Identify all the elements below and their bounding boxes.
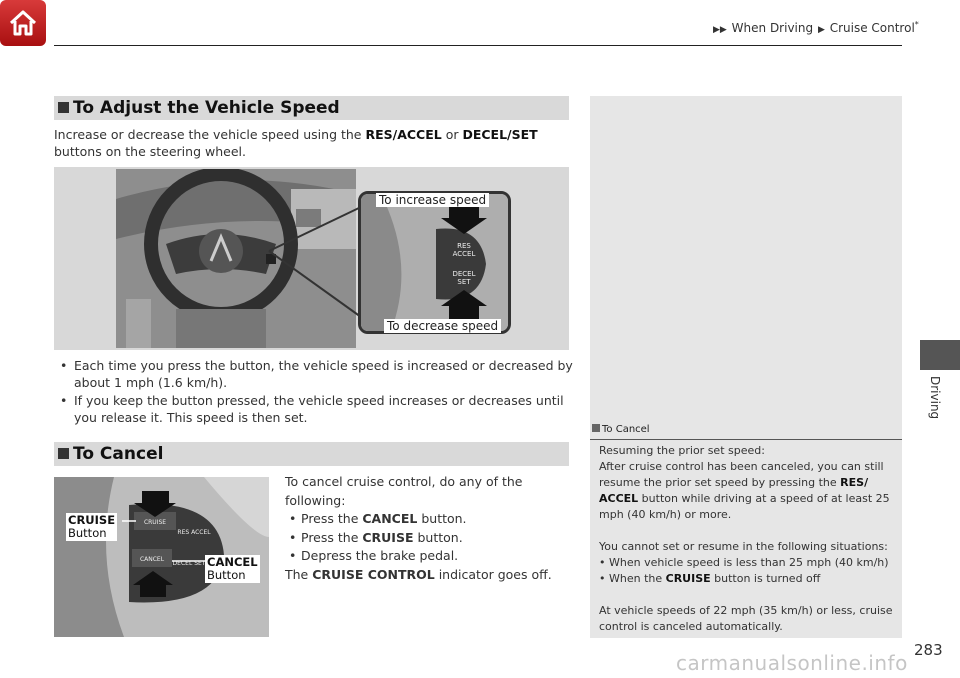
watermark: carmanualsonline.info: [676, 651, 908, 675]
breadcrumb-current: Cruise Control: [829, 21, 915, 35]
intro-text: or: [441, 127, 463, 142]
note-bullet: • When the CRUISE button is turned off: [599, 572, 821, 585]
decel-set-button-text: DECEL SET: [172, 560, 206, 567]
list-item: [285, 510, 565, 529]
list-item: [285, 529, 565, 548]
list-item-text: button.: [417, 511, 467, 526]
button-closeup-inset: [358, 191, 511, 334]
cruise-label-bold: CRUISE: [68, 513, 116, 527]
page-number: 283: [914, 641, 943, 659]
speed-bullet-list: [58, 357, 573, 427]
intro-paragraph: [54, 126, 574, 160]
cruise-control-bold: CRUISE CONTROL: [312, 566, 435, 582]
decel-set-label: DECEL/SET: [462, 127, 538, 142]
cruise-button-text: CRUISE: [143, 519, 167, 526]
breadcrumb-arrow-icon: ▶▶: [713, 25, 727, 35]
note-line: You cannot set or resume in the following situations:: [599, 540, 888, 553]
note-paragraph: [599, 459, 897, 523]
note-bullet-text: button is turned off: [710, 572, 821, 585]
callout-decrease-speed: To decrease speed: [384, 319, 501, 333]
cancel-bold: CANCEL: [362, 511, 418, 526]
section-title: To Adjust the Vehicle Speed: [73, 98, 340, 118]
list-item-text: button.: [413, 529, 463, 545]
res-accel-label: RES/ACCEL: [365, 127, 442, 142]
intro-text: buttons on the steering wheel.: [54, 144, 246, 159]
accel-button-text: ACCEL: [452, 250, 476, 258]
note-text: button while driving at a speed of at least 25 mph (40 km/h) or more.: [599, 492, 890, 521]
cancel-closing: [285, 566, 565, 585]
button-closeup-illustration: [361, 194, 508, 331]
square-bullet-icon: [58, 448, 69, 459]
home-button[interactable]: [0, 0, 46, 46]
list-item-text: Press the: [301, 529, 363, 545]
cancel-label-sub: Button: [207, 568, 246, 582]
cruise-label-sub: Button: [68, 526, 107, 540]
note-body: [599, 443, 897, 635]
breadcrumb: [712, 20, 919, 35]
note-line: Resuming the prior set speed:: [599, 444, 765, 457]
res-button-text: RES: [457, 242, 471, 250]
section-heading-to-cancel: [54, 442, 569, 466]
res-accel-bold: RES/ ACCEL: [599, 476, 869, 505]
cancel-button-figure: [54, 477, 269, 637]
cancel-label-bold: CANCEL: [207, 555, 258, 569]
closing-text: The: [285, 566, 313, 582]
set-button-text: SET: [457, 278, 471, 286]
note-heading-text: To Cancel: [602, 424, 650, 435]
res-accel-button-text: RES ACCEL: [177, 529, 211, 536]
note-bullet-text: When the: [609, 572, 666, 585]
spacer: [599, 587, 897, 603]
cruise-bold: CRUISE: [665, 572, 711, 585]
breadcrumb-mark: *: [914, 20, 919, 29]
cancel-lead: To cancel cruise control, do any of the following:: [285, 474, 523, 508]
list-item: • Each time you press the button, the vehicle speed is increased or decreased by about 1 mph (1.6 km/h).: [58, 357, 573, 391]
spacer: [599, 523, 897, 539]
note-line: At vehicle speeds of 22 mph (35 km/h) or less, cruise control is canceled automatically.: [599, 604, 893, 633]
list-item-text: Press the: [301, 511, 363, 526]
square-bullet-icon: [58, 102, 69, 113]
list-item: • Depress the brake pedal.: [285, 547, 565, 566]
steering-wheel-figure: [54, 167, 569, 350]
cancel-button-label: [205, 555, 260, 583]
note-bullet-text: When vehicle speed is less than 25 mph (40 km/h): [609, 556, 889, 569]
callout-increase-speed: To increase speed: [376, 193, 489, 207]
note-heading: [590, 424, 902, 440]
note-bullet: • When vehicle speed is less than 25 mph (40 km/h): [599, 556, 889, 569]
home-icon: [7, 7, 39, 39]
section-title: To Cancel: [73, 444, 164, 464]
cancel-button-text: CANCEL: [139, 556, 165, 563]
cruise-bold: CRUISE: [362, 529, 414, 545]
chapter-tab[interactable]: [920, 340, 960, 370]
note-icon: [592, 424, 600, 432]
intro-text: Increase or decrease the vehicle speed using the: [54, 127, 366, 142]
section-heading-adjust-speed: [54, 96, 569, 120]
list-item: • If you keep the button pressed, the vehicle speed increases or decreases until you release it. This speed is then set.: [58, 392, 573, 426]
header-rule: [54, 45, 902, 46]
note-text: After cruise control has been canceled, you can still resume the prior set speed by pressing the: [599, 460, 884, 489]
note-rule: [590, 439, 902, 440]
closing-text: indicator goes off.: [434, 566, 552, 582]
cruise-button-label: [66, 513, 117, 541]
breadcrumb-arrow-icon: ▶: [817, 25, 825, 35]
breadcrumb-link-when-driving[interactable]: When Driving: [731, 21, 814, 35]
chapter-tab-label: Driving: [928, 376, 942, 420]
decel-button-text: DECEL: [452, 270, 476, 278]
cancel-instructions: [285, 473, 565, 584]
